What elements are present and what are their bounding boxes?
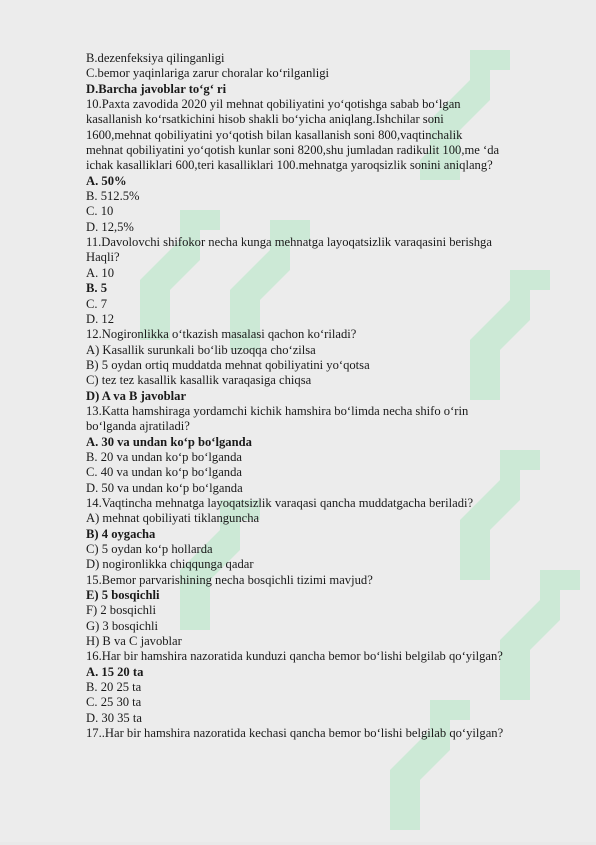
- text-line: 12.Nogironlikka o‘tkazish masalasi qachon ko‘riladi?: [86, 327, 357, 342]
- text-line: kasallanish ko‘rsatkichini hisob shakli bo‘yicha aniqlang.Ishchilar soni: [86, 112, 444, 127]
- answer-line-correct: A. 50%: [86, 173, 127, 188]
- text-line: ichak kasalliklari 600,teri kasalliklari 100.mehnatga yaroqsizlik sonini aniqlang?: [86, 158, 493, 173]
- text-line: Haqli?: [86, 250, 120, 265]
- text-line: B. 20 va undan ko‘p bo‘lganda: [86, 449, 242, 464]
- text-line: D. 12,5%: [86, 219, 134, 234]
- answer-line-correct: D.Barcha javoblar to‘g‘ ri: [86, 81, 227, 96]
- text-line: C) tez tez kasallik kasallik varaqasiga chiqsa: [86, 373, 312, 388]
- text-line: D. 12: [86, 311, 114, 326]
- text-line: bo‘lganda ajratiladi?: [86, 419, 190, 434]
- text-line: B. 512.5%: [86, 189, 140, 204]
- text-line: D. 50 va undan ko‘p bo‘lganda: [86, 480, 243, 495]
- text-line: H) B va C javoblar: [86, 634, 182, 649]
- text-line: 11.Davolovchi shifokor necha kunga mehnatga layoqatsizlik varaqasini berishga: [86, 235, 492, 250]
- text-line: D. 30 35 ta: [86, 710, 142, 725]
- text-line: B) 5 oydan ortiq muddatda mehnat qobiliyatini yo‘qotsa: [86, 357, 370, 372]
- text-line: C. 25 30 ta: [86, 695, 142, 710]
- answer-line-correct: A. 30 va undan ko‘p bo‘lganda: [86, 434, 252, 449]
- text-line: F) 2 bosqichli: [86, 603, 156, 618]
- text-line: 13.Katta hamshiraga yordamchi kichik hamshira bo‘limda necha shifo o‘rin: [86, 403, 469, 418]
- text-line: A. 10: [86, 265, 114, 280]
- answer-line-correct: D) A va B javoblar: [86, 388, 187, 403]
- text-line: 15.Bemor parvarishining necha bosqichli tizimi mavjud?: [86, 572, 373, 587]
- text-line: 10.Paxta zavodida 2020 yil mehnat qobiliyatini yo‘qotishga sabab bo‘lgan: [86, 97, 461, 112]
- answer-line-correct: E) 5 bosqichli: [86, 588, 160, 603]
- text-line: B.dezenfeksiya qilinganligi: [86, 51, 225, 65]
- text-line: C. 10: [86, 204, 114, 219]
- text-line: 14.Vaqtincha mehnatga layoqatsizlik varaqasi qancha muddatgacha beriladi?: [86, 495, 474, 510]
- text-line: C) 5 oydan ko‘p hollarda: [86, 542, 213, 556]
- answer-line-correct: B. 5: [86, 281, 107, 296]
- text-line: mehnat qobiliyatini yo‘qotish kunlar soni 8200,shu jumladan radikulit 100,me ‘da: [86, 143, 500, 158]
- text-line: 17..Har bir hamshira nazoratida kechasi qancha bemor bo‘lishi belgilab qo‘yilgan?: [86, 726, 504, 741]
- text-line: A) Kasallik surunkali bo‘lib uzoqqa cho‘zilsa: [86, 342, 316, 357]
- text-line: G) 3 bosqichli: [86, 618, 159, 633]
- document-text: [86, 51, 566, 741]
- text-line: C. 7: [86, 296, 107, 311]
- text-line: C.bemor yaqinlariga zarur choralar ko‘rilganligi: [86, 66, 330, 81]
- text-line: A) mehnat qobiliyati tiklanguncha: [86, 511, 260, 526]
- text-line: D) nogironlikka chiqqunga qadar: [86, 557, 254, 572]
- text-line: B. 20 25 ta: [86, 680, 142, 695]
- text-line: 1600,mehnat qobiliyatini yo‘qotish bilan kasallanish soni 800,vaqtinchalik: [86, 127, 463, 142]
- answer-line-correct: A. 15 20 ta: [86, 664, 144, 679]
- answer-line-correct: B) 4 oygacha: [86, 526, 156, 541]
- text-line: C. 40 va undan ko‘p bo‘lganda: [86, 465, 242, 480]
- text-line: 16.Har bir hamshira nazoratida kunduzi qancha bemor bo‘lishi belgilab qo‘yilgan?: [86, 649, 503, 664]
